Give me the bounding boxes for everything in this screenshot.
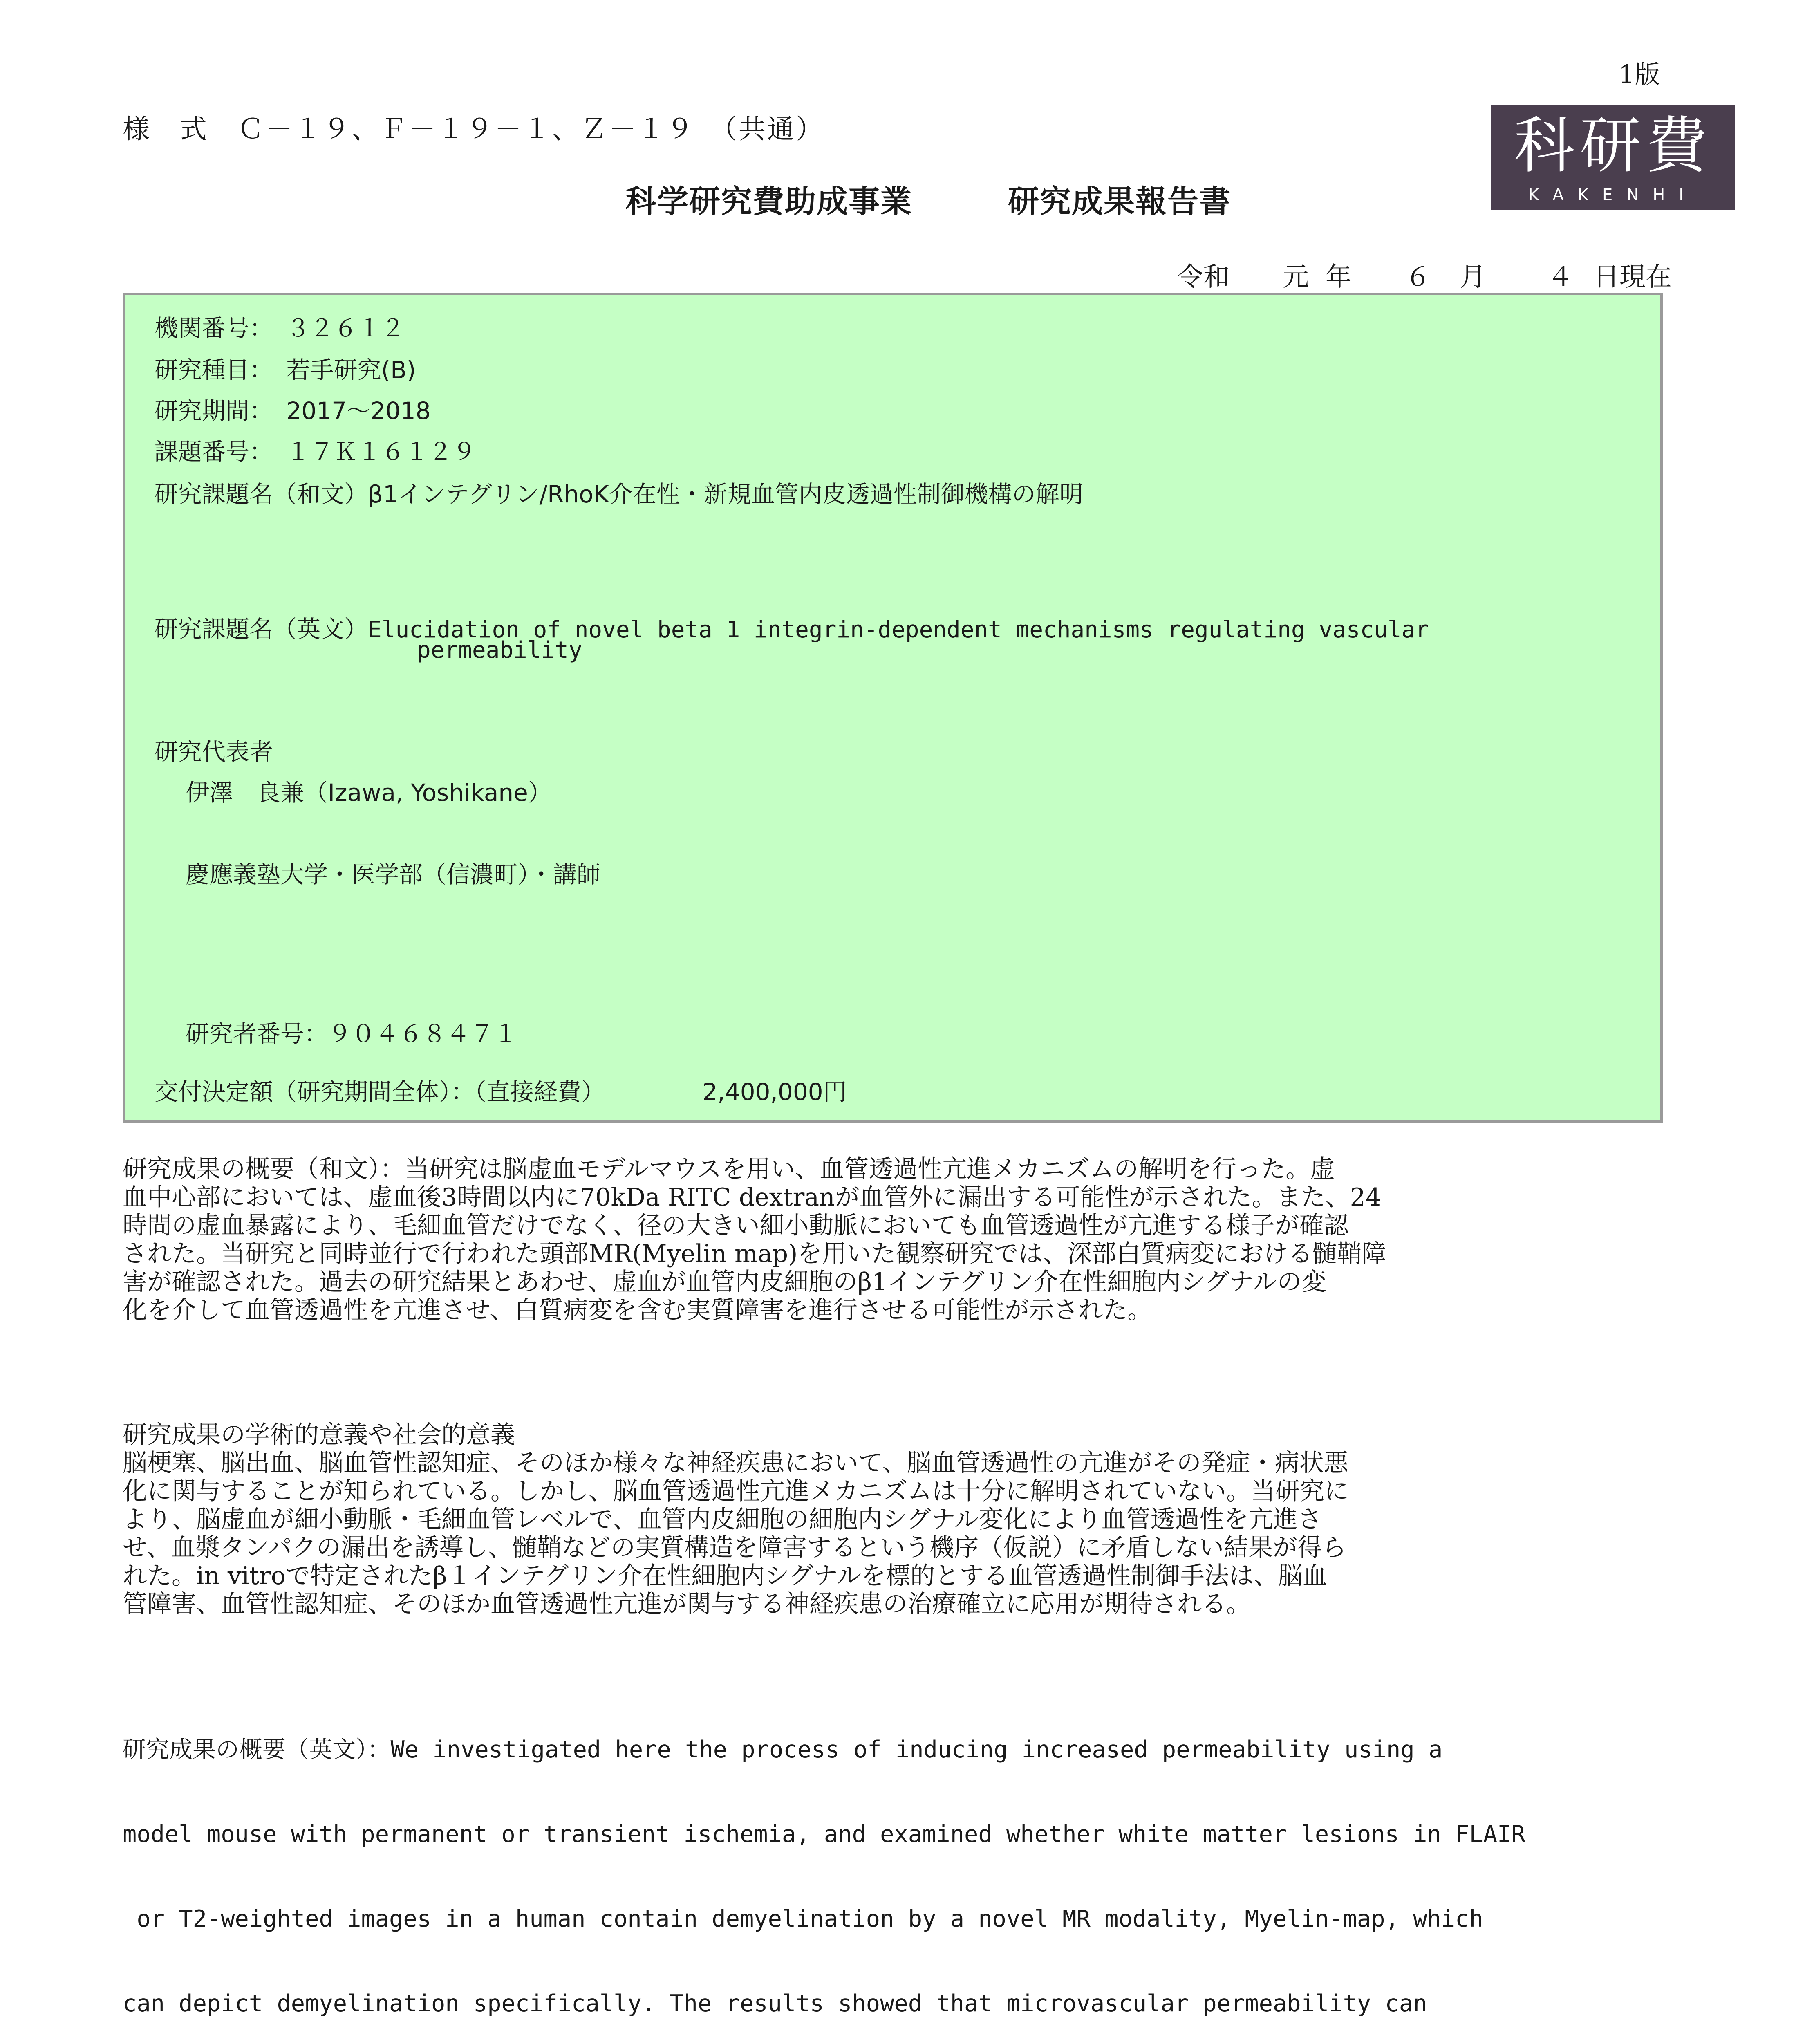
date-year-unit: 年: [1325, 262, 1352, 292]
project-number-label: 課題番号：: [155, 438, 273, 466]
title-en-row: [155, 610, 1429, 644]
grant-row: [155, 1073, 847, 1107]
summary-ja-line: 研究成果の概要（和文）：当研究は脳虚血モデルマウスを用い、血管透過性亢進メカニズムの解明を行った。虚: [123, 1155, 1335, 1183]
period-label: 研究期間：: [155, 397, 273, 425]
title-ja-label: 研究課題名（和文）: [155, 480, 368, 508]
date-day: ４: [1547, 262, 1574, 292]
summary-ja-line: された。当研究と同時並行で行われた頭部MR(Myelin map)を用いた観察研究では、深部白質病変における髄鞘障: [123, 1239, 1386, 1268]
institution-value: ３２６１２: [286, 314, 405, 342]
summary-en-line: 研究成果の概要（英文）：We investigated here the process of inducing increased permeability using a: [123, 1736, 1443, 1763]
grant-value: 2,400,000円: [702, 1078, 847, 1106]
period-value: 2017～2018: [286, 397, 431, 425]
kakenhi-logo: [1491, 105, 1735, 210]
significance-line: 管障害、血管性認知症、そのほか血管透過性亢進が関与する神経疾患の治療確立に応用が期待される。: [123, 1590, 1251, 1618]
significance-line: 化に関与することが知られている。しかし、脳血管透過性亢進メカニズムは十分に解明されていない。当研究に: [123, 1477, 1349, 1506]
date-month: ６: [1405, 262, 1431, 292]
report-date: [1177, 256, 1672, 294]
page-title: 科学研究費助成事業 研究成果報告書: [625, 183, 1231, 220]
significance-line: 脳梗塞、脳出血、脳血管性認知症、そのほか様々な神経疾患において、脳血管透過性の亢進がその発症・病状悪: [123, 1449, 1348, 1477]
summary-ja-line: 化を介して血管透過性を亢進させ、白質病変を含む実質障害を進行させる可能性が示された。: [123, 1296, 1152, 1325]
summary-ja-line: 血中心部においては、虚血後3時間以内に70kDa RITC dextranが血管外に漏出する可能性が示された。また、24: [123, 1183, 1382, 1212]
title-en-line1: Elucidation of novel beta 1 integrin-dependent mechanisms regulating vascular: [368, 616, 1429, 643]
significance-line: より、脳虚血が細小動脈・毛細血管レベルで、血管内皮細胞の細胞内シグナル変化により血管透過性を亢進さ: [123, 1505, 1322, 1534]
summary-en-line: or T2-weighted images in a human contain demyelination by a novel MR modality, Myelin-map, which: [123, 1905, 1483, 1932]
form-number: 様 式 Ｃ－１９、Ｆ－１９－１、Ｚ－１９ （共通）: [123, 113, 824, 145]
logo-sub-text: KAKENHI: [1528, 186, 1698, 204]
category-row: [155, 351, 416, 385]
institution-row: [155, 309, 405, 343]
title-ja-value: β1インテグリン/RhoK介在性・新規血管内皮透過性制御機構の解明: [368, 480, 1083, 508]
significance-line: せ、血漿タンパクの漏出を誘導し、髄鞘などの実質構造を障害するという機序（仮説）に矛盾しない結果が得ら: [123, 1533, 1346, 1562]
summary-en-line: model mouse with permanent or transient ischemia, and examined whether white matter lesions in FLAIR: [123, 1821, 1525, 1848]
pi-affiliation: 慶應義塾大学・医学部（信濃町）・講師: [186, 861, 601, 888]
pi-label: 研究代表者: [155, 738, 273, 766]
date-era: 令和: [1177, 262, 1229, 292]
title-en-line2: permeability: [417, 637, 582, 663]
summary-ja-line: 害が確認された。過去の研究結果とあわせ、虚血が血管内皮細胞のβ1インテグリン介在性細胞内シグナルの変: [123, 1268, 1326, 1296]
institution-label: 機関番号：: [155, 314, 273, 342]
project-number-row: [155, 433, 476, 467]
version-label: 1版: [1619, 59, 1660, 89]
researcher-number-label: 研究者番号：: [186, 1020, 328, 1048]
significance-heading: 研究成果の学術的意義や社会的意義: [123, 1421, 515, 1449]
project-number-value: １７Ｋ１６１２９: [286, 438, 476, 466]
researcher-number-value: ９０４６８４７１: [328, 1020, 518, 1048]
title-ja-row: [155, 475, 1083, 509]
category-label: 研究種目：: [155, 356, 273, 384]
summary-en-line: can depict demyelination specifically. The results showed that microvascular permeability can: [123, 1990, 1427, 2017]
significance-section: [123, 1421, 1578, 1618]
date-month-unit: 月: [1460, 262, 1486, 292]
grant-label: 交付決定額（研究期間全体）：（直接経費）: [155, 1078, 605, 1106]
date-day-unit: 日現在: [1593, 262, 1672, 292]
pi-name: 伊澤 良兼（Izawa, Yoshikane）: [186, 779, 552, 807]
project-info-box: [123, 293, 1663, 1123]
title-en-label: 研究課題名（英文）: [155, 615, 368, 643]
significance-line: れた。in vitroで特定されたβ１インテグリン介在性細胞内シグナルを標的とする血管透過性制御手法は、脳血: [123, 1562, 1327, 1590]
summary-ja: [123, 1155, 1578, 1325]
date-year: 元: [1283, 262, 1309, 292]
period-row: [155, 392, 431, 426]
logo-main-text: 科研費: [1513, 110, 1712, 182]
category-value: 若手研究(B): [286, 356, 416, 384]
summary-en: [123, 1679, 1602, 2044]
researcher-number-row: [186, 1015, 517, 1049]
summary-ja-line: 時間の虚血暴露により、毛細血管だけでなく、径の大きい細小動脈においても血管透過性が亢進する様子が確認: [123, 1211, 1348, 1240]
